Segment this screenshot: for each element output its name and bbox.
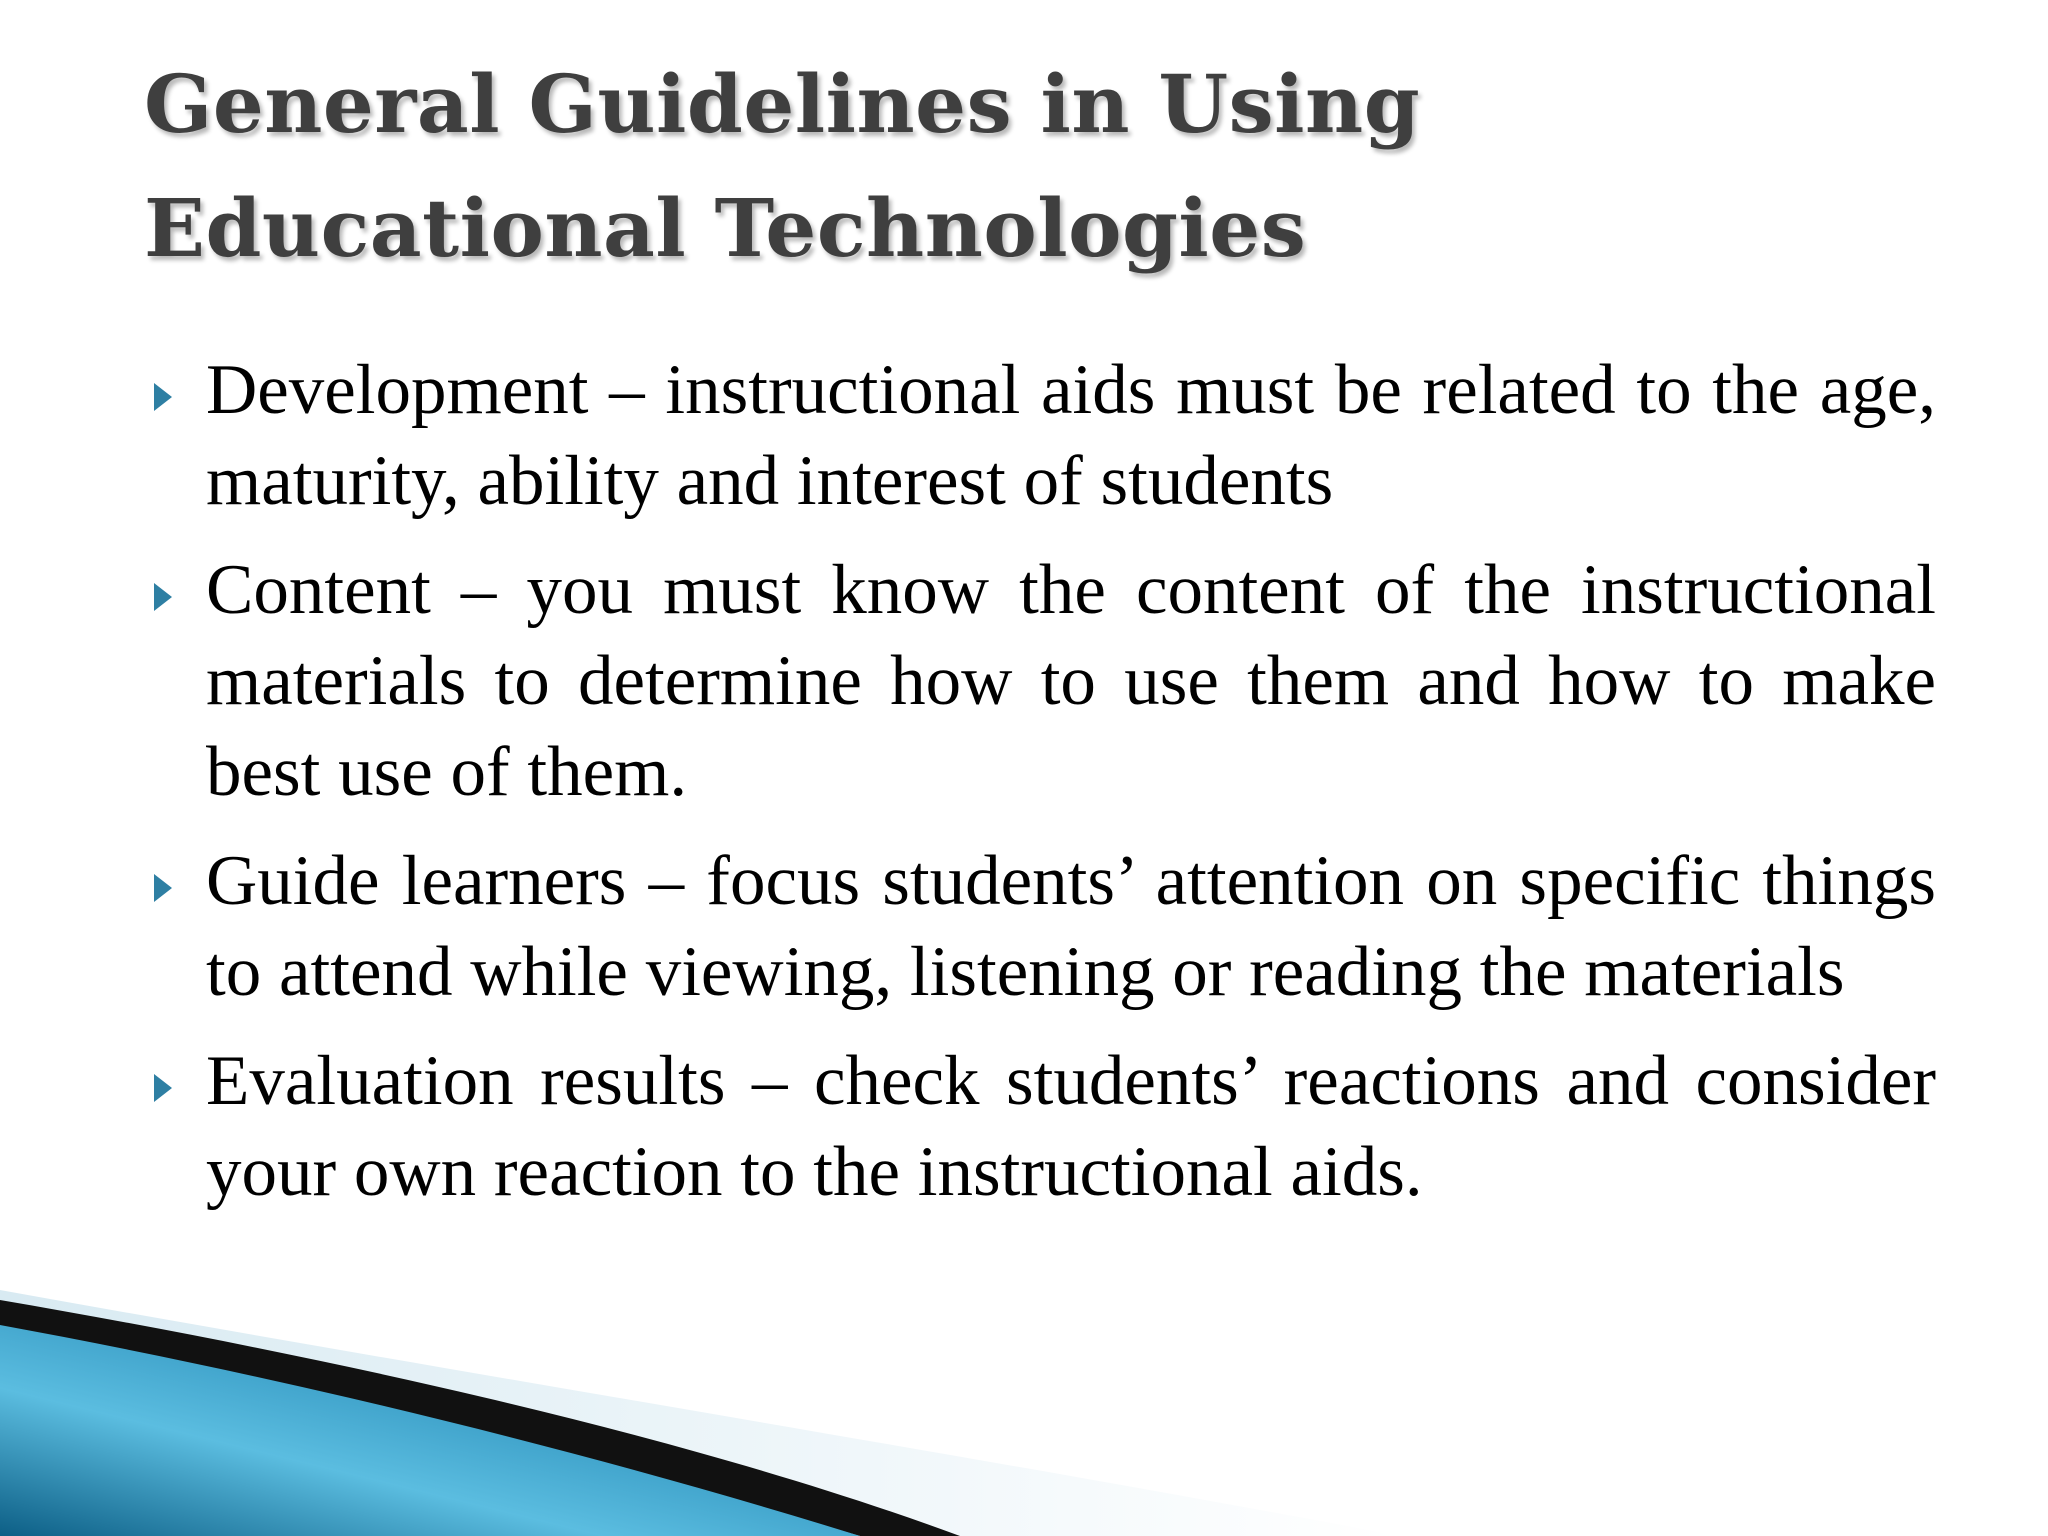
blue-swoosh-shape — [0, 1325, 860, 1536]
dark-stripe-shape — [0, 1300, 960, 1536]
bullet-text: Development – instructional aids must be related to the age, maturity, ability and interest of students — [206, 351, 1936, 520]
triangle-right-icon — [146, 836, 206, 928]
bullet-item-development — [146, 345, 1936, 527]
bullet-text: Guide learners – focus students’ attention on specific things to attend while viewing, listening or reading the materials — [206, 842, 1936, 1011]
bullet-item-content — [146, 545, 1936, 818]
bullet-item-evaluation-results — [146, 1036, 1936, 1218]
bullet-text: Evaluation results – check students’ reactions and consider your own reaction to the instructional aids. — [206, 1042, 1936, 1211]
bullet-text: Content – you must know the content of the instructional materials to determine how to use them and how to make best use of them. — [206, 551, 1936, 811]
pale-sweep-shape — [0, 1290, 1400, 1536]
triangle-right-icon — [146, 545, 206, 637]
triangle-right-icon — [146, 345, 206, 437]
bullet-item-guide-learners — [146, 836, 1936, 1018]
slide-title: General Guidelines in Using Educational Technologies — [144, 57, 1421, 275]
triangle-right-icon — [146, 1036, 206, 1128]
bullet-list — [146, 345, 1936, 1236]
